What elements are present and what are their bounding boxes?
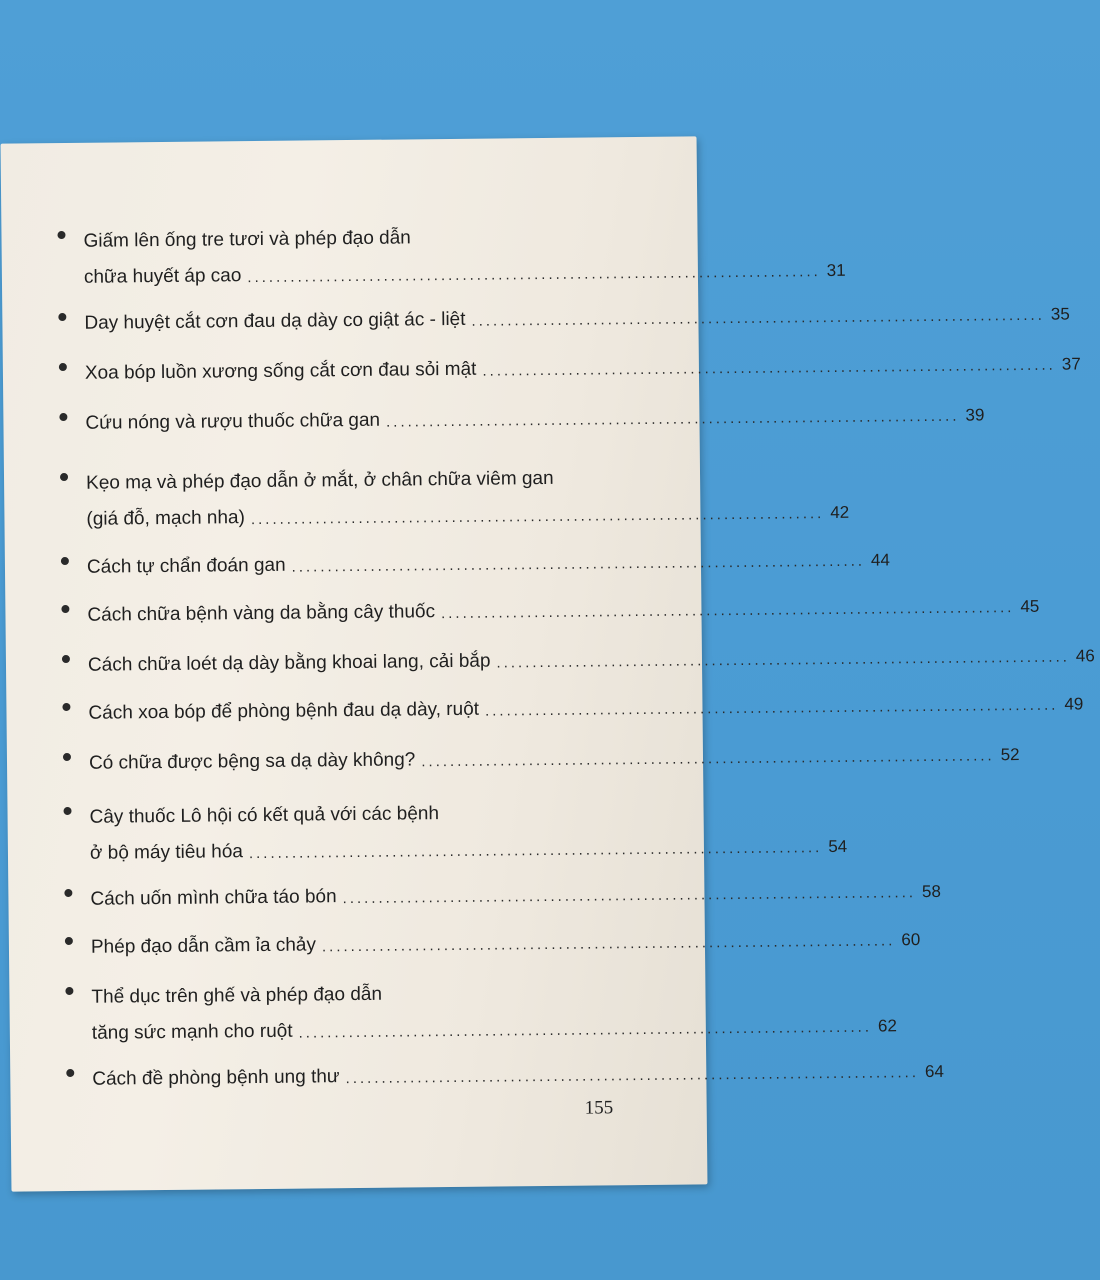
toc-entry-title: ở bộ máy tiêu hóa: [89, 841, 244, 864]
toc-entry-line: [83, 257, 846, 289]
dot-leader: ................................................................................: [298, 1018, 873, 1042]
toc-entry-line: [87, 645, 1095, 677]
bullet-icon: [66, 1069, 74, 1077]
toc-entry-title: Cây thuốc Lô hội có kết quả với các bệnh: [89, 803, 440, 828]
dot-leader: ................................................................................: [484, 696, 1059, 720]
bullet-icon: [65, 937, 73, 945]
toc-entry-line: [84, 353, 1081, 385]
bullet-icon: [60, 473, 68, 481]
dot-leader: ................................................................................: [250, 505, 825, 529]
toc-entry-line: [86, 547, 891, 579]
bullet-icon: [63, 807, 71, 815]
toc-entry-page: 37: [1061, 354, 1081, 374]
bullet-icon: [58, 313, 66, 321]
dot-leader: ................................................................................: [471, 306, 1045, 330]
toc-entry: [3, 402, 985, 434]
book-page: [1, 136, 1095, 1191]
dot-leader: ................................................................................: [421, 747, 995, 771]
table-of-contents: [1, 136, 1095, 1191]
bullet-icon: [62, 655, 70, 663]
toc-entry-title: Kẹo mạ và phép đạo dẫn ở mắt, ở chân chữa viêm gan: [85, 467, 554, 494]
toc-entry: [6, 692, 1084, 724]
bullet-icon: [61, 557, 69, 565]
toc-entry: [4, 462, 850, 530]
toc-entry-line: [88, 743, 1020, 775]
toc-entry-page: 64: [924, 1061, 944, 1082]
toc-entry: [3, 352, 1081, 384]
bullet-icon: [62, 703, 70, 711]
toc-entry-title: Cách đề phòng bệnh ung thư: [92, 1066, 340, 1090]
bullet-icon: [59, 363, 67, 371]
toc-entry: [9, 976, 897, 1044]
toc-entry-title: Phép đạo dẫn cầm ỉa chảy: [90, 934, 317, 958]
toc-entry-line: [86, 463, 616, 495]
bullet-icon: [61, 605, 69, 613]
toc-entry-line: [84, 303, 1070, 335]
toc-entry-title: Cách uốn mình chữa táo bón: [90, 886, 337, 910]
toc-entry: [1, 220, 846, 288]
toc-entry: [5, 546, 891, 578]
toc-entry-page: 31: [826, 260, 846, 281]
dot-leader: ................................................................................: [482, 356, 1056, 380]
toc-entry-page: 42: [830, 502, 850, 523]
toc-entry-title: Day huyệt cắt cơn đau dạ dày co giật ác - liệt: [84, 308, 466, 334]
toc-entry-title: Cách tự chẩn đoán gan: [86, 554, 286, 578]
toc-entry-page: 49: [1064, 694, 1084, 714]
toc-entry-page: 35: [1050, 304, 1070, 324]
dot-leader: ................................................................................: [440, 599, 1015, 623]
toc-entry-line: [83, 221, 613, 253]
toc-entry-line: [89, 797, 619, 829]
toc-entry: [8, 878, 941, 910]
toc-entry-title: Có chữa được bệng sa dạ dày không?: [88, 749, 416, 774]
toc-entry-title: Thể dục trên ghế và phép đạo dẫn: [91, 983, 383, 1008]
toc-entry-line: [89, 833, 848, 865]
toc-entry-title: chữa huyết áp cao: [83, 265, 242, 288]
bullet-icon: [57, 231, 65, 239]
dot-leader: ................................................................................: [247, 263, 821, 287]
toc-entry: [7, 796, 848, 864]
toc-entry-page: 45: [1020, 596, 1040, 617]
toc-entry: [10, 1058, 944, 1090]
dot-leader: ................................................................................: [496, 648, 1070, 672]
toc-entry-line: [91, 977, 621, 1009]
toc-entry-page: 39: [965, 405, 985, 425]
toc-entry: [6, 644, 1095, 676]
toc-entry-page: 46: [1075, 646, 1095, 666]
dot-leader: ................................................................................: [386, 407, 960, 431]
toc-entry-page: 58: [921, 881, 941, 902]
bullet-icon: [59, 413, 67, 421]
toc-entry-line: [86, 499, 850, 531]
toc-entry-page: 54: [828, 836, 848, 857]
toc-entry: [9, 926, 921, 958]
dot-leader: ................................................................................: [291, 552, 866, 576]
bullet-icon: [63, 753, 71, 761]
dot-leader: ................................................................................: [342, 884, 917, 908]
toc-entry-title: (giá đỗ, mạch nha): [86, 507, 245, 530]
toc-entry: [5, 594, 1040, 626]
toc-entry-page: 44: [870, 550, 891, 570]
toc-entry-line: [88, 693, 1084, 725]
toc-entry-title: Cách chữa loét dạ dày bằng khoai lang, cải bắp: [87, 650, 491, 676]
toc-entry-line: [90, 879, 941, 911]
dot-leader: ................................................................................: [345, 1064, 920, 1088]
toc-entry-title: Giấm lên ống tre tươi và phép đạo dẫn: [83, 227, 411, 252]
bullet-icon: [65, 987, 73, 995]
toc-entry-line: [91, 1013, 897, 1045]
toc-entry-page: 60: [901, 930, 921, 950]
toc-entry-line: [90, 927, 921, 959]
toc-entry-title: Xoa bóp luồn xương sống cắt cơn đau sỏi mật: [84, 358, 477, 384]
page-number: 155: [584, 1097, 614, 1119]
toc-entry-title: Cứu nóng và rượu thuốc chữa gan: [85, 409, 381, 434]
toc-entry: [7, 742, 1020, 774]
toc-entry-line: [92, 1059, 944, 1091]
toc-entry-title: Cách xoa bóp để phòng bệnh đau dạ dày, ruột: [88, 698, 480, 724]
toc-entry-line: [85, 403, 985, 435]
toc-entry: [2, 302, 1070, 334]
dot-leader: ................................................................................: [321, 932, 896, 956]
toc-entry-title: tăng sức mạnh cho ruột: [91, 1020, 293, 1044]
bullet-icon: [64, 889, 72, 897]
dot-leader: ................................................................................: [248, 839, 823, 863]
toc-entry-title: Cách chữa bệnh vàng da bằng cây thuốc: [87, 601, 436, 626]
toc-entry-page: 52: [1000, 745, 1020, 765]
toc-entry-line: [87, 595, 1040, 627]
toc-entry-page: 62: [877, 1016, 897, 1036]
